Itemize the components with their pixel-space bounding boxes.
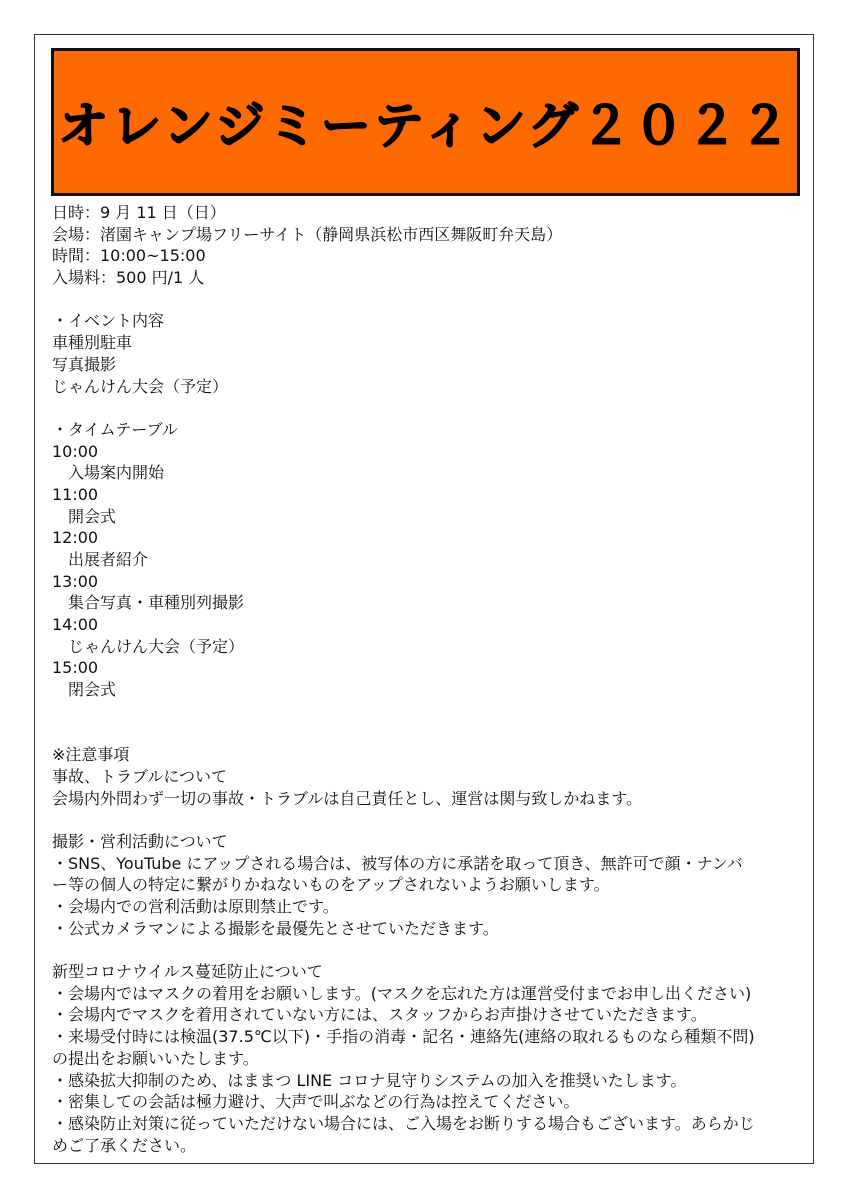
event-item: 車種別駐車 bbox=[52, 333, 133, 353]
timetable-desc: 入場案内開始 bbox=[68, 463, 165, 483]
corona-heading: 新型コロナウイルス蔓延防止について bbox=[52, 962, 323, 982]
timetable-desc: 出展者紹介 bbox=[68, 550, 149, 569]
page-title: オレンジミーティング２０２２ bbox=[58, 97, 793, 155]
event-contents bbox=[52, 310, 802, 397]
timetable-desc: じゃんけん大会（予定） bbox=[68, 636, 245, 656]
event-item: 写真撮影 bbox=[52, 354, 117, 374]
photo-line: ・SNS、YouTube にアップされる場合は、被写体の方に承諾を取って頂き、無許可で顔・ナンバ bbox=[52, 853, 743, 873]
corona-line: の提出をお願いいたします。 bbox=[52, 1048, 259, 1068]
timetable-time: 11:00 bbox=[52, 484, 99, 504]
event-item: じゃんけん大会（予定） bbox=[52, 376, 229, 396]
timetable-time: 12:00 bbox=[52, 528, 99, 548]
info-date: 日時：9 月 11 日（日） bbox=[52, 203, 226, 222]
info-venue: 会場：渚園キャンプ場フリーサイト（静岡県浜松市西区舞阪町弁天島） bbox=[52, 224, 563, 244]
corona-line: ・感染拡大抑制のため、はままつ LINE コロナ見守りシステムの加入を推奨いたします。 bbox=[52, 1070, 687, 1090]
photo-line: ・公式カメラマンによる撮影を最優先とさせていただきます。 bbox=[52, 918, 499, 938]
section-heading: ・イベント内容 bbox=[52, 311, 165, 331]
info-time: 時間：10:00~15:00 bbox=[52, 246, 206, 266]
photo-line: ・会場内での営利活動は原則禁止です。 bbox=[52, 897, 339, 917]
info-fee: 入場料：500 円/1 人 bbox=[52, 268, 205, 288]
photo-line: ー等の個人の特定に繋がりかねないものをアップされないようお願いします。 bbox=[52, 875, 610, 895]
timetable-time: 10:00 bbox=[52, 441, 99, 461]
trouble-text: 会場内外問わず一切の事故・トラブルは自己責任とし、運営は関与致しかねます。 bbox=[52, 788, 643, 808]
corona-line: ・会場内ではマスクの着用をお願いします。(マスクを忘れた方は運営受付までお申し出ください) bbox=[52, 983, 752, 1003]
corona-line: ・来場受付時には検温(37.5℃以下)・手指の消毒・記名・連絡先(連絡の取れるものなら種類不問) bbox=[52, 1027, 755, 1047]
timetable-time: 14:00 bbox=[52, 615, 99, 635]
corona-line: ・会場内でマスクを着用されていない方には、スタッフからお声掛けさせていただきます。 bbox=[52, 1005, 707, 1025]
timetable bbox=[52, 419, 802, 701]
corona-line: めご了承ください。 bbox=[52, 1135, 197, 1155]
timetable-time: 13:00 bbox=[52, 571, 99, 591]
event-info bbox=[52, 202, 802, 289]
trouble-heading: 事故、トラブルについて bbox=[52, 766, 228, 786]
notes-section bbox=[52, 744, 802, 1156]
timetable-time: 15:00 bbox=[52, 658, 99, 678]
document-body bbox=[52, 202, 802, 1156]
corona-line: ・感染防止対策に従っていただけない場合には、ご入場をお断りする場合もございます。あらかじ bbox=[52, 1113, 755, 1133]
photo-heading: 撮影・営利活動について bbox=[52, 831, 228, 851]
title-banner bbox=[51, 48, 800, 196]
section-heading: ・タイムテーブル bbox=[52, 419, 178, 439]
timetable-desc: 開会式 bbox=[68, 506, 117, 526]
notes-heading: ※注意事項 bbox=[52, 745, 130, 765]
timetable-desc: 集合写真・車種別列撮影 bbox=[68, 593, 245, 613]
timetable-desc: 閉会式 bbox=[68, 680, 117, 700]
corona-line: ・密集しての会話は極力避け、大声で叫ぶなどの行為は控えてください。 bbox=[52, 1092, 580, 1112]
